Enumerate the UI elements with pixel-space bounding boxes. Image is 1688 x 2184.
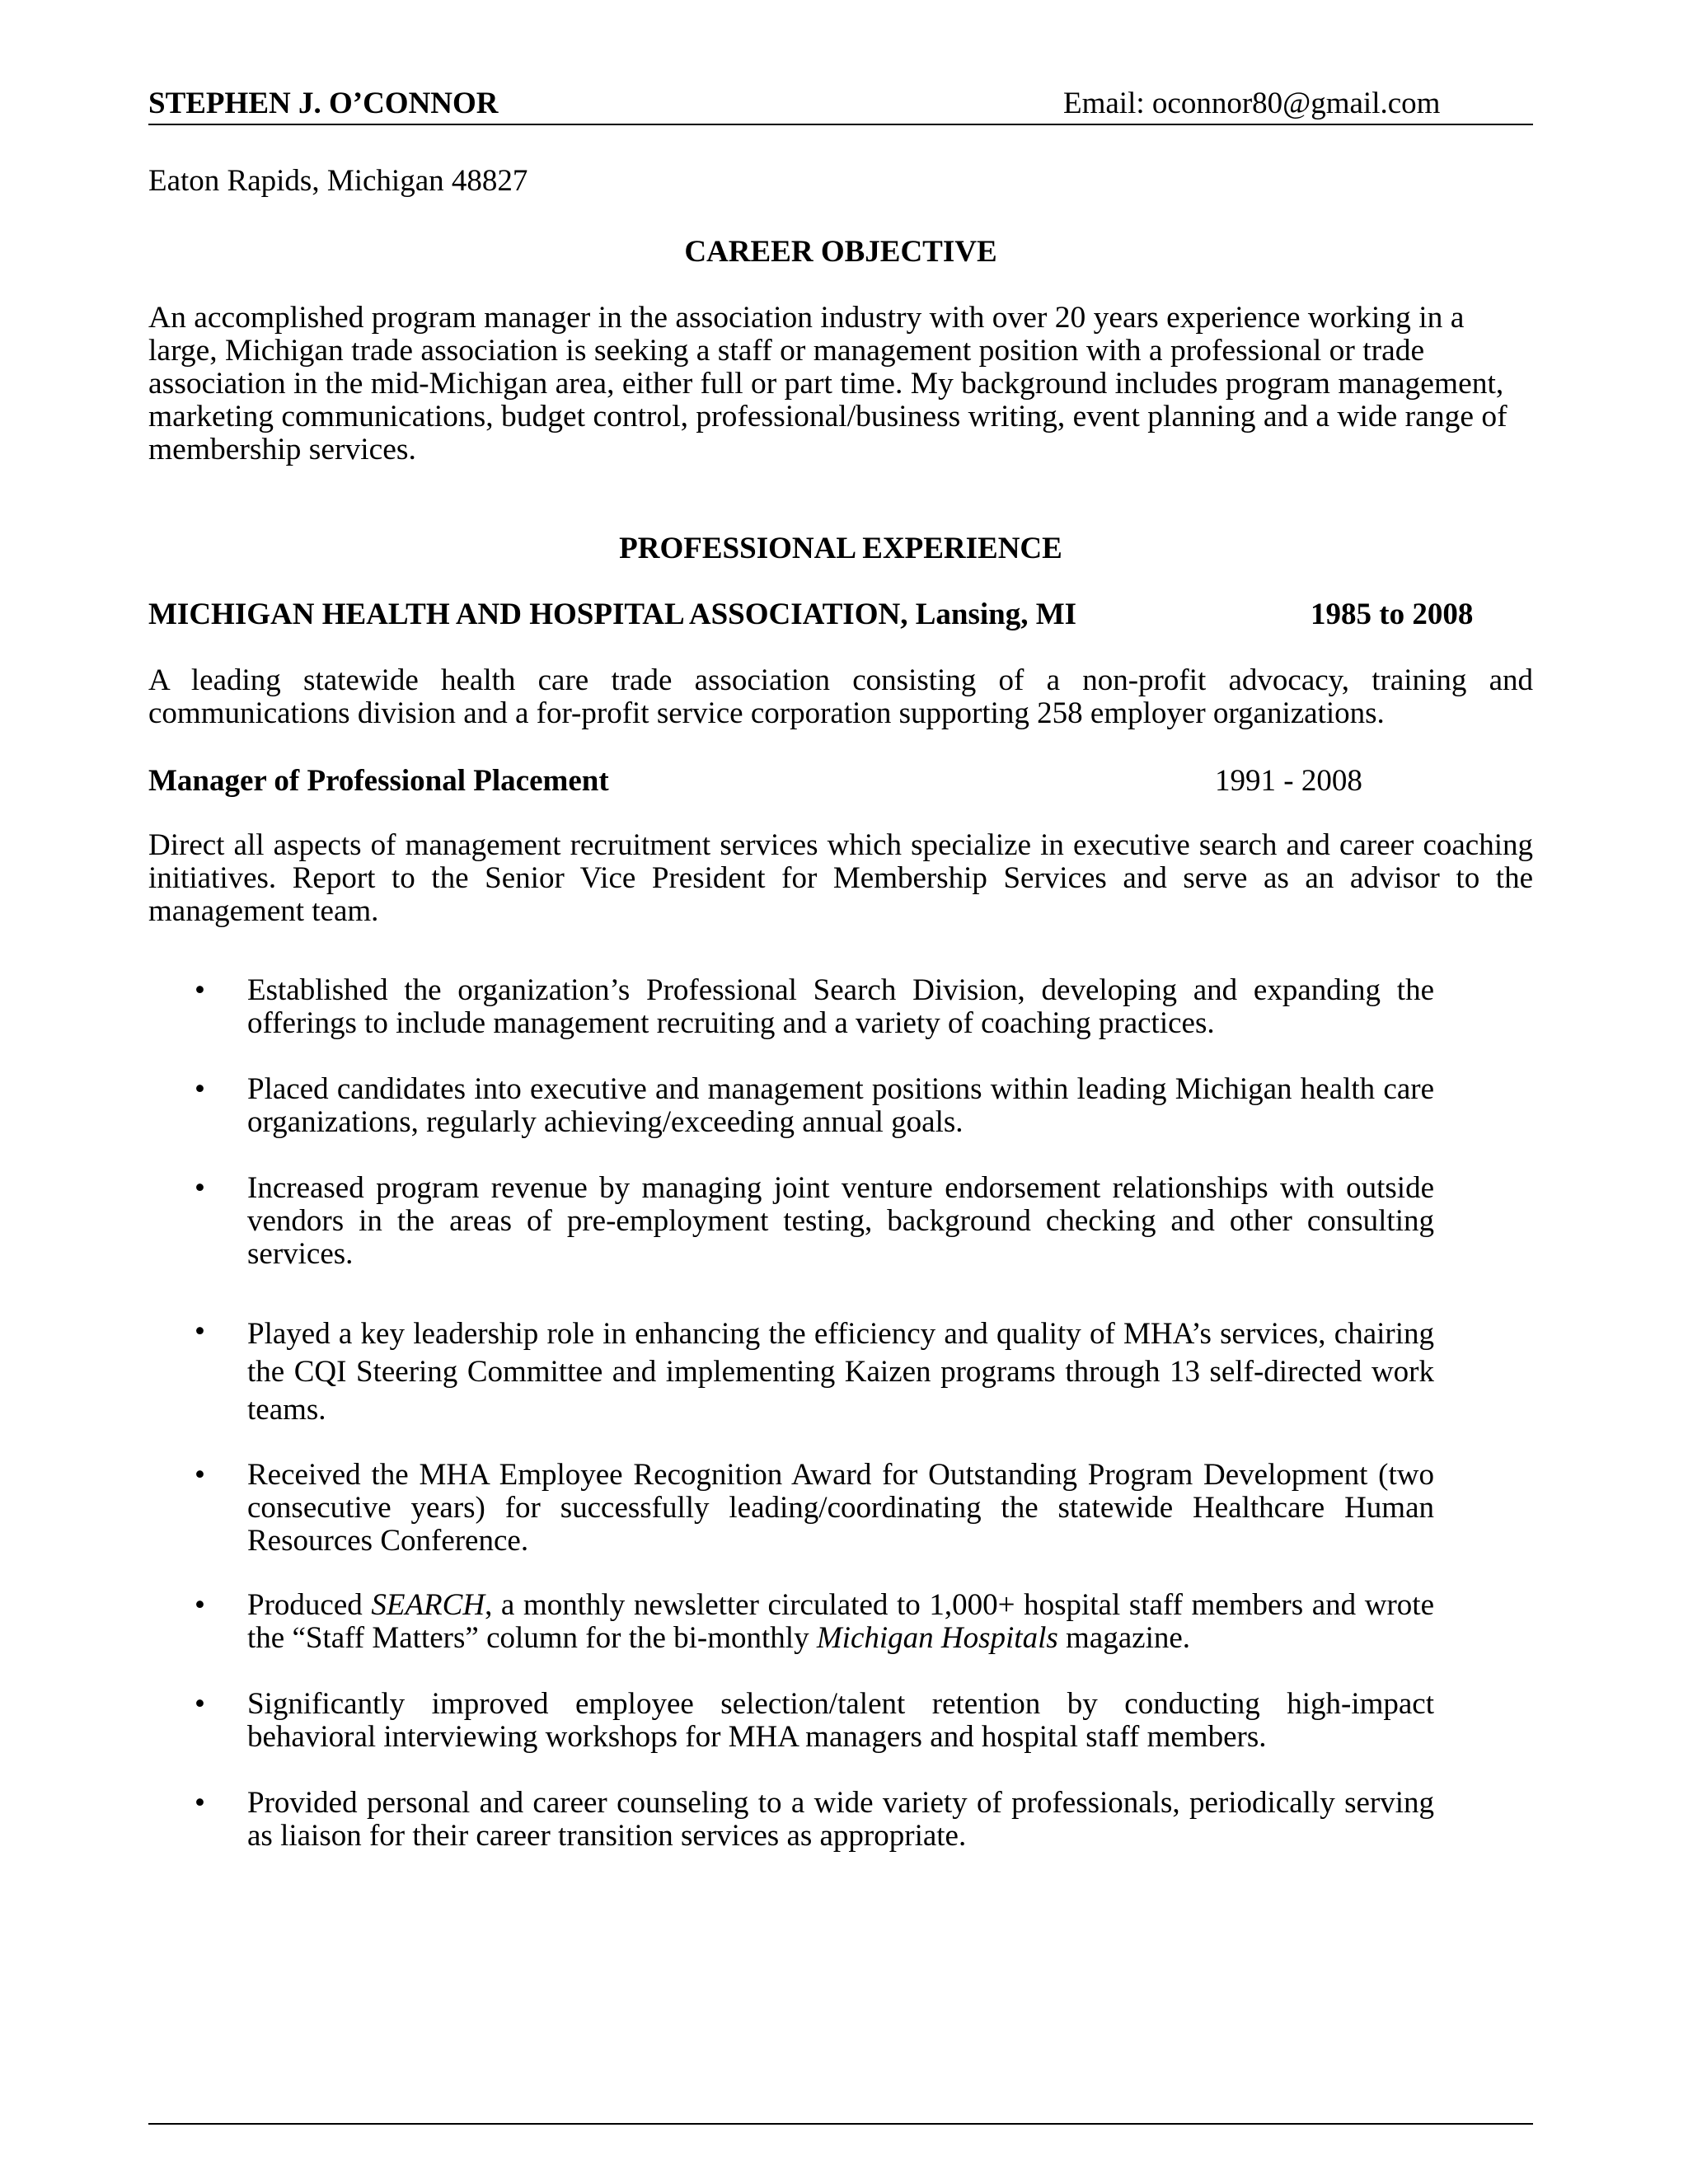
bullet-icon: • bbox=[195, 1588, 205, 1622]
bullet-text: Placed candidates into executive and management positions within leading Michigan health care organizations, regularly achieving/exceeding annual goals. bbox=[247, 1072, 1434, 1139]
search-bullet-pre: Produced bbox=[247, 1588, 372, 1622]
role-dates: 1991 - 2008 bbox=[1215, 764, 1362, 798]
bullet-text: Significantly improved employee selection/talent retention by conducting high-impact behavioral interviewing workshops for MHA managers and hospital staff members. bbox=[247, 1687, 1434, 1754]
bullet-text bbox=[247, 1589, 1434, 1655]
bullet-icon: • bbox=[195, 1171, 205, 1205]
bullet-icon: • bbox=[195, 973, 205, 1007]
magazine-title: Michigan Hospitals bbox=[816, 1621, 1058, 1655]
bullet-text: Played a key leadership role in enhancing the efficiency and quality of MHA’s services, chairing the CQI Steering Committee and implementing Kaizen programs through 13 self-directed work teams. bbox=[247, 1317, 1434, 1427]
role-title: Manager of Professional Placement bbox=[148, 764, 609, 798]
bullet-text: Received the MHA Employee Recognition Award for Outstanding Program Development (two consecutive years) for successfully leading/coordinating the statewide Healthcare Human Resources Conference. bbox=[247, 1458, 1434, 1558]
bullet-icon: • bbox=[195, 1458, 205, 1492]
professional-experience-heading: PROFESSIONAL EXPERIENCE bbox=[619, 532, 1062, 565]
location: Eaton Rapids, Michigan 48827 bbox=[148, 164, 528, 198]
role-description: Direct all aspects of management recruitment services which specialize in executive search and career coaching initiatives. Report to the Senior Vice President for Membership Services and serve as an advisor to the management team. bbox=[148, 828, 1533, 928]
bullet-icon: • bbox=[195, 1315, 205, 1348]
footer-divider bbox=[148, 2123, 1533, 2125]
employer-name: MICHIGAN HEALTH AND HOSPITAL ASSOCIATION, Lansing, MI bbox=[148, 598, 1077, 631]
bullet-text: Established the organization’s Professional Search Division, developing and expanding the offerings to include management recruiting and a variety of coaching practices. bbox=[247, 973, 1434, 1040]
newsletter-title: SEARCH bbox=[371, 1588, 485, 1622]
search-bullet-mid: , a monthly newsletter circulated to 1,000+ hospital staff members and wrote the “Staff Matters” column for the bi-monthly bbox=[247, 1588, 1434, 1655]
bullet-icon: • bbox=[195, 1687, 205, 1721]
search-bullet-post: magazine. bbox=[1057, 1621, 1191, 1655]
bullet-text: Increased program revenue by managing joint venture endorsement relationships with outside vendors in the areas of pre-employment testing, background checking and other consulting services. bbox=[247, 1171, 1434, 1271]
career-objective-heading: CAREER OBJECTIVE bbox=[684, 235, 997, 269]
header-divider bbox=[148, 124, 1533, 125]
bullet-icon: • bbox=[195, 1072, 205, 1106]
candidate-name: STEPHEN J. O’CONNOR bbox=[148, 87, 499, 120]
email-address: Email: oconnor80@gmail.com bbox=[1063, 87, 1441, 120]
bullet-text: Provided personal and career counseling to a wide variety of professionals, periodically serving as liaison for their career transition services as appropriate. bbox=[247, 1786, 1434, 1853]
employer-description: A leading statewide health care trade association consisting of a non-profit advocacy, training and communications division and a for-profit service corporation supporting 258 employer organizations. bbox=[148, 663, 1533, 730]
bullet-icon: • bbox=[195, 1786, 205, 1820]
employer-dates: 1985 to 2008 bbox=[1311, 598, 1474, 631]
career-objective-text: An accomplished program manager in the association industry with over 20 years experience working in a large, Michigan trade association is seeking a staff or management position with a professional or trade association in the mid-Michigan area, either full or part time. My background includes program management, marketing communications, budget control, professional/business writing, event planning and a wide range of membership services. bbox=[148, 301, 1507, 466]
